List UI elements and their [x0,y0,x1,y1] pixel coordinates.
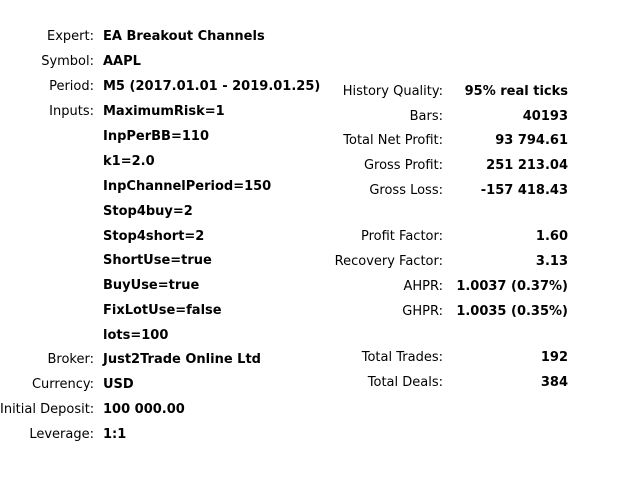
input-parameter-value: Stop4buy=2 [103,204,193,219]
period-value: M5 (2017.01.01 - 2019.01.25) [103,79,321,94]
ahpr-label: AHPR: [403,279,443,294]
input-parameter-value: InpPerBB=110 [103,129,209,144]
profit-factor-label: Profit Factor: [361,229,443,244]
input-parameter-value: ShortUse=true [103,253,212,268]
input-parameter-value: InpChannelPeriod=150 [103,179,272,194]
input-parameter-value: k1=2.0 [103,154,155,169]
symbol-value: AAPL [103,54,141,69]
broker-label: Broker: [47,352,94,367]
input-parameter-value: lots=100 [103,328,169,343]
currency-label: Currency: [31,377,94,392]
recovery-factor-value: 3.13 [535,254,568,269]
inputs-value: MaximumRisk=1 [103,104,225,119]
bars-label: Bars: [409,109,443,124]
bars-value: 40193 [522,109,568,124]
history-quality-label: History Quality: [342,84,443,99]
gross-profit-label: Gross Profit: [363,158,443,173]
ghpr-value: 1.0035 (0.35%) [456,304,568,319]
total-net-profit-value: 93 794.61 [495,133,568,148]
total-trades-value: 192 [540,350,568,365]
initial-deposit-value: 100 000.00 [103,402,185,417]
expert-value: EA Breakout Channels [103,29,265,44]
broker-value: Just2Trade Online Ltd [103,352,261,367]
leverage-value: 1:1 [103,427,127,442]
total-deals-label: Total Deals: [367,375,443,390]
input-parameter-value: BuyUse=true [103,278,200,293]
recovery-factor-label: Recovery Factor: [334,254,443,269]
input-parameter-value: FixLotUse=false [103,303,222,318]
profit-factor-value: 1.60 [535,229,568,244]
period-label: Period: [49,79,94,94]
inputs-label: Inputs: [49,104,94,119]
expert-label: Expert: [47,29,94,44]
symbol-label: Symbol: [41,54,94,69]
gross-profit-value: 251 213.04 [486,158,568,173]
ahpr-value: 1.0037 (0.37%) [456,279,568,294]
gross-loss-value: -157 418.43 [480,183,568,198]
currency-value: USD [103,377,134,392]
input-parameter-value: Stop4short=2 [103,229,205,244]
leverage-label: Leverage: [29,427,94,442]
total-deals-value: 384 [540,375,568,390]
history-quality-value: 95% real ticks [464,84,568,99]
total-net-profit-label: Total Net Profit: [343,133,443,148]
gross-loss-label: Gross Loss: [369,183,443,198]
total-trades-label: Total Trades: [361,350,443,365]
initial-deposit-label: Initial Deposit: [0,402,95,417]
ghpr-label: GHPR: [402,304,443,319]
